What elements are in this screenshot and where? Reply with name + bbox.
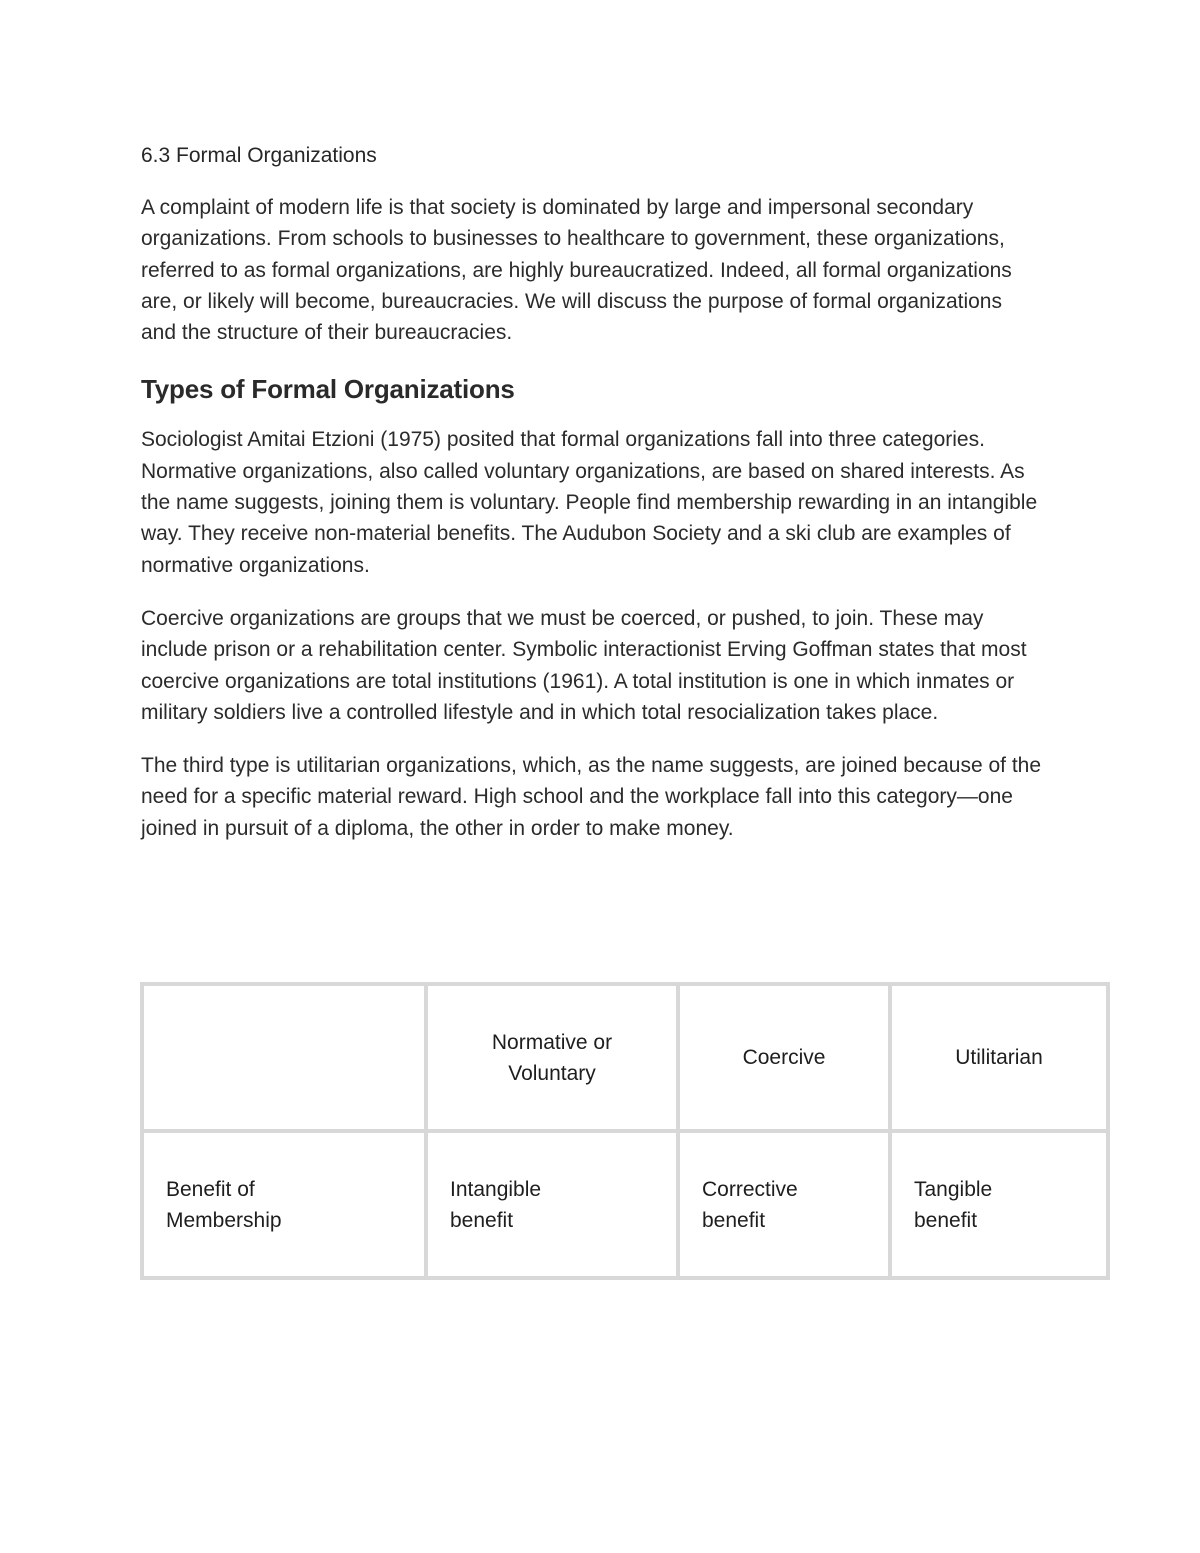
paragraph-utilitarian: The third type is utilitarian organizations, which, as the name suggests, are joined because of the need for a specific material reward. High school and the workplace fall into this category—one joined in pursuit of a diploma, the other in order to make money. [141,754,1042,840]
table-cell-utilitarian-text: Tangible benefit [914,1177,993,1232]
table-row [142,1131,1108,1278]
table-header-utilitarian: Utilitarian [890,984,1108,1131]
table-header-coercive: Coercive [678,984,890,1131]
table-header-normative [426,984,678,1131]
table-cell-coercive [678,1131,890,1278]
section-title: 6.3 Formal Organizations [141,144,377,167]
types-heading: Types of Formal Organizations [141,374,515,405]
table-header-row [142,984,1108,1131]
table-header-normative-text: Normative or Voluntary [491,1030,613,1085]
document-page [141,140,1071,844]
table-cell-normative [426,1131,678,1278]
table-row-label-text: Benefit of Membership [166,1177,282,1232]
table-row-label [142,1131,426,1278]
paragraph-normative: Sociologist Amitai Etzioni (1975) posited that formal organizations fall into three categories. Normative organizations, also called voluntary organizations, are based on shared interests. As the name suggests, joining them is voluntary. People find membership rewarding in an intangible way. They receive non-material benefits. The Audubon Society and a ski club are examples of normative organizations. [141,428,1038,577]
table-header-empty-cell [142,984,426,1131]
intro-paragraph: A complaint of modern life is that society is dominated by large and impersonal secondary organizations. From schools to businesses to healthcare to government, these organizations, referred to as formal organizations, are highly bureaucratized. Indeed, all formal organizations are, or likely will become, bureaucracies. We will discuss the purpose of formal organizations and the structure of their bureaucracies. [141,196,1012,345]
organization-types-table [140,982,1110,1280]
paragraph-coercive: Coercive organizations are groups that we must be coerced, or pushed, to join. These may include prison or a rehabilitation center. Symbolic interactionist Erving Goffman states that most coercive organizations are total institutions (1961). A total institution is one in which inmates or military soldiers live a controlled lifestyle and in which total resocialization takes place. [141,606,1027,724]
table-cell-normative-text: Intangible benefit [450,1177,542,1232]
table-cell-utilitarian [890,1131,1108,1278]
table-cell-coercive-text: Corrective benefit [702,1177,798,1232]
